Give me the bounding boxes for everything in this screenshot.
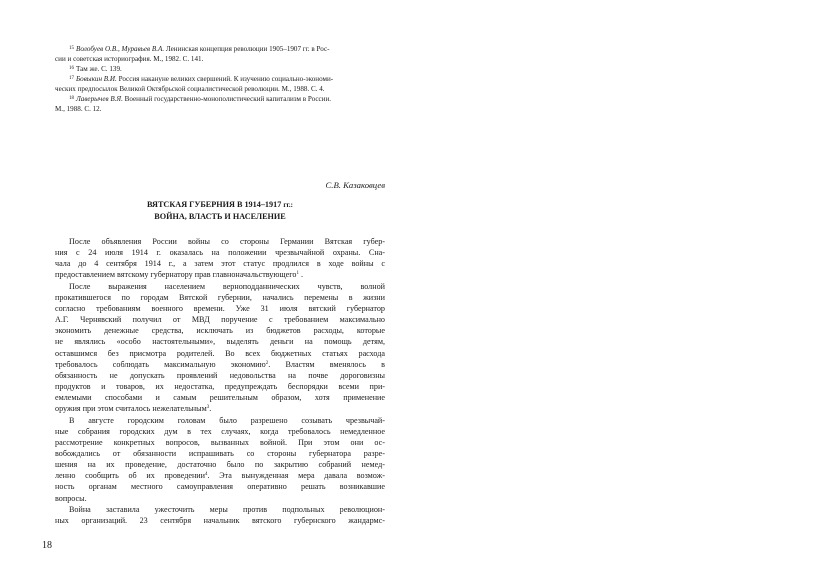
text-line: ния с 24 июля 1914 г. оказалась на положении чрезвычайной охраны. Сна- (55, 248, 385, 258)
footnote-ref: 4 (205, 472, 208, 478)
article-author: С.В. Казаковцев (325, 180, 385, 190)
footnote-17: $^{17}$ Бовыкин В.И. Россия накануне великих свершений. К изучению социально-экономи- (69, 75, 334, 83)
text-line: не являлись «особо настоятельными», выделять деньги на помощь детям, (55, 337, 385, 347)
text-line: вопросы. (55, 493, 87, 503)
text-line: ных организаций. 23 сентября начальник вятского губернского жандармс- (55, 515, 385, 525)
page-number: 18 (42, 540, 52, 551)
article-body (55, 236, 385, 526)
footnote-ref: 1 (296, 271, 299, 277)
text-line: предоставлением вятскому губернатору прав главноначальствующего$^1$ . (55, 270, 304, 280)
text-line: обязанность не допускать проявлений недовольства на почве дороговизны (55, 370, 385, 380)
text-line: емлемыми способами и самым решительным образом, хотя применение (55, 393, 385, 403)
footnote-17-cont: ческих предпосылок Великой Октябрьской социалистической революции. М., 1988. С. 4. (55, 85, 325, 93)
text-line: После выражения населением верноподданнических чувств, волной (69, 281, 385, 291)
text-line: Война заставила ужесточить меры против подпольных революцион- (69, 504, 385, 514)
footnote-ref: 3 (206, 405, 210, 411)
text-line: оставшимся без присмотра родителей. Во всех бюджетных статьях расхода (55, 348, 385, 358)
footnote-author: Волобуев О.В., Муравьев В.А. (76, 45, 165, 53)
text-line: В августе городским головам было разрешено созывать чрезвычай- (69, 415, 385, 425)
text-line: вобождались от обязанности испрашивать со стороны губернатора разре- (55, 448, 385, 458)
text-line: После объявления России войны со стороны Германии Вятская губер- (69, 237, 385, 246)
footnote-18: $^{18}$ Лаверычев В.Я. Военный государственно-монополистический капитализм в России. (69, 95, 332, 103)
text-line: экономить денежные средства, исключать из бюджетов расходы, которые (55, 326, 385, 336)
text-line: чала до 4 сентября 1914 г., а затем этот статус продлился в ходе войны с (55, 259, 385, 269)
text-line: требовалось соблюдать максимальную экономию$^2$. Властям вменялось в (55, 359, 385, 369)
paragraph-4 (55, 504, 385, 526)
text-line: оружия при этом считалось нежелательным$^3$. (55, 404, 212, 414)
title-line-1: ВЯТСКАЯ ГУБЕРНИЯ В 1914–1917 гг.: (147, 200, 293, 209)
text-line: согласно требованиям военного времени. Уже 31 июля вятский губернатор (55, 303, 385, 313)
footnote-15: $^{15}$ Волобуев О.В., Муравьев В.А. Ленинская концепция революции 1905–1907 гг. в Рос- (69, 45, 330, 53)
title-line-2: ВОЙНА, ВЛАСТЬ И НАСЕЛЕНИЕ (154, 212, 286, 221)
footnote-15-cont: сии и советская историография. М., 1982. С. 141. (55, 55, 204, 63)
text-line: ленно сообщить об их проведении$^4$. Эта вынужденная мера давала возмож- (55, 471, 385, 481)
footnote-18-cont: М., 1988. С. 12. (55, 105, 102, 113)
text-line: ные собрания городских дум в тех случаях, когда требовалось немедленное (55, 426, 385, 436)
footnotes-block (55, 44, 385, 114)
footnote-16: $^{16}$ Там же. С. 139. (69, 65, 122, 73)
text-line: рассмотрение конкретных вопросов, вызванных войной. При этом они ос- (55, 437, 385, 447)
text-line: прокатившегося по городам Вятской губернии, начались перемены в жизни (55, 292, 385, 302)
text-line: А.Г. Чернявский получил от МВД поручение с требованием максимально (55, 315, 385, 325)
footnote-author: Бовыкин В.И. (76, 75, 117, 83)
paragraph-2 (55, 281, 385, 415)
article-title (55, 199, 385, 222)
paragraph-3 (55, 415, 385, 504)
paragraph-1 (55, 236, 385, 281)
footnote-ref: 2 (265, 360, 269, 366)
text-line: ность органам местного самоуправления оперативно решать возникавшие (55, 482, 385, 492)
text-line: продуктов и товаров, их недостатка, предупреждать беспорядки всеми при- (55, 382, 385, 392)
text-line: шения на их проведение, достаточно было по закрытию собраний немед- (55, 460, 385, 470)
footnote-author: Лаверычев В.Я. (76, 95, 123, 103)
